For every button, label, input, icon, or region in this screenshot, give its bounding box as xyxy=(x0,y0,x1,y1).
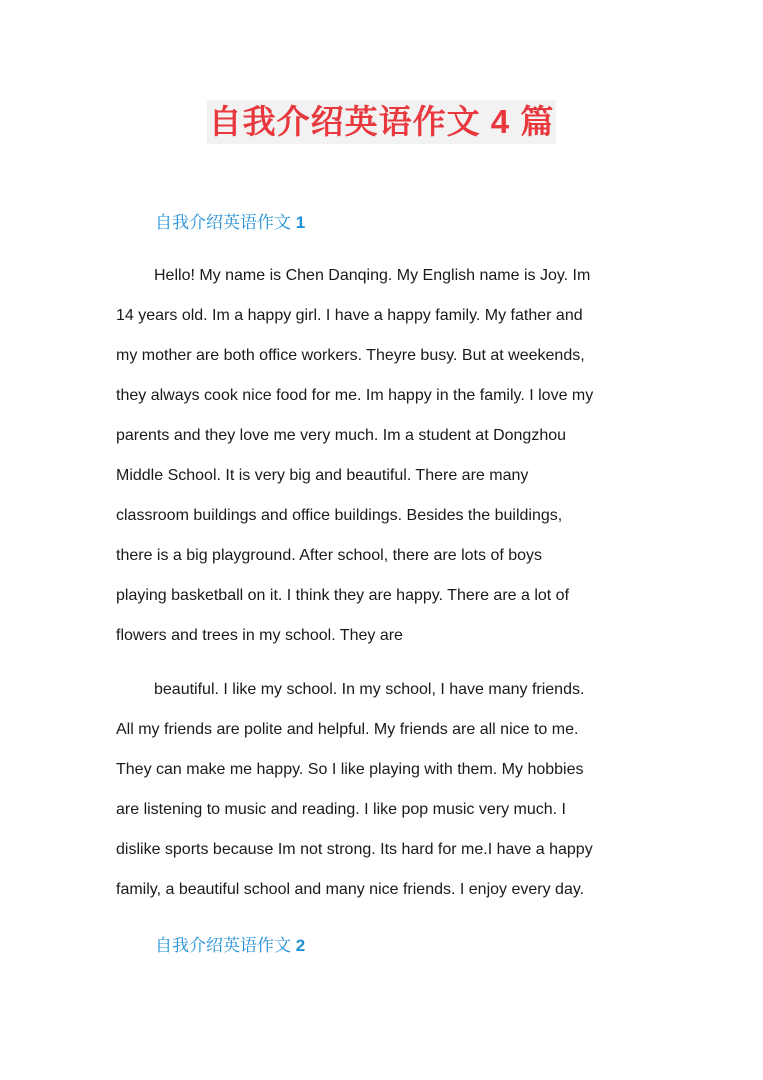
section-heading-text: 自我介绍英语作文 xyxy=(155,213,291,232)
paragraph-line: dislike sports because Im not strong. Its hard for me.I have a happy xyxy=(116,841,593,858)
paragraph-line: Hello! My name is Chen Danqing. My English name is Joy. Im xyxy=(154,267,591,284)
section-heading-1 xyxy=(155,211,305,235)
paragraph-line: 14 years old. Im a happy girl. I have a happy family. My father and xyxy=(116,307,583,324)
section-heading-number: 2 xyxy=(295,936,306,955)
section-heading-2 xyxy=(155,934,305,958)
document-title: 自我介绍英语作文 4 篇 xyxy=(207,100,557,144)
paragraph-line: Middle School. It is very big and beautiful. There are many xyxy=(116,467,529,484)
paragraph-line: they always cook nice food for me. Im happy in the family. I love my xyxy=(116,387,594,404)
paragraph-line: playing basketball on it. I think they are happy. There are a lot of xyxy=(116,587,570,604)
paragraph-line: All my friends are polite and helpful. My friends are all nice to me. xyxy=(116,721,579,738)
paragraph-2 xyxy=(116,670,656,910)
section-heading-text: 自我介绍英语作文 xyxy=(155,936,291,955)
paragraph-line: classroom buildings and office buildings. Besides the buildings, xyxy=(116,507,563,524)
paragraph-line: beautiful. I like my school. In my school, I have many friends. xyxy=(154,681,585,698)
paragraph-line: are listening to music and reading. I like pop music very much. I xyxy=(116,801,566,818)
paragraph-line: family, a beautiful school and many nice friends. I enjoy every day. xyxy=(116,881,585,898)
paragraph-line: my mother are both office workers. Theyre busy. But at weekends, xyxy=(116,347,585,364)
paragraph-line: flowers and trees in my school. They are xyxy=(116,627,403,644)
paragraph-line: there is a big playground. After school, there are lots of boys xyxy=(116,547,543,564)
paragraph-1 xyxy=(116,256,656,656)
section-heading-number: 1 xyxy=(295,213,306,232)
paragraph-line: They can make me happy. So I like playing with them. My hobbies xyxy=(116,761,584,778)
title-wrap xyxy=(0,100,763,144)
paragraph-line: parents and they love me very much. Im a student at Dongzhou xyxy=(116,427,567,444)
